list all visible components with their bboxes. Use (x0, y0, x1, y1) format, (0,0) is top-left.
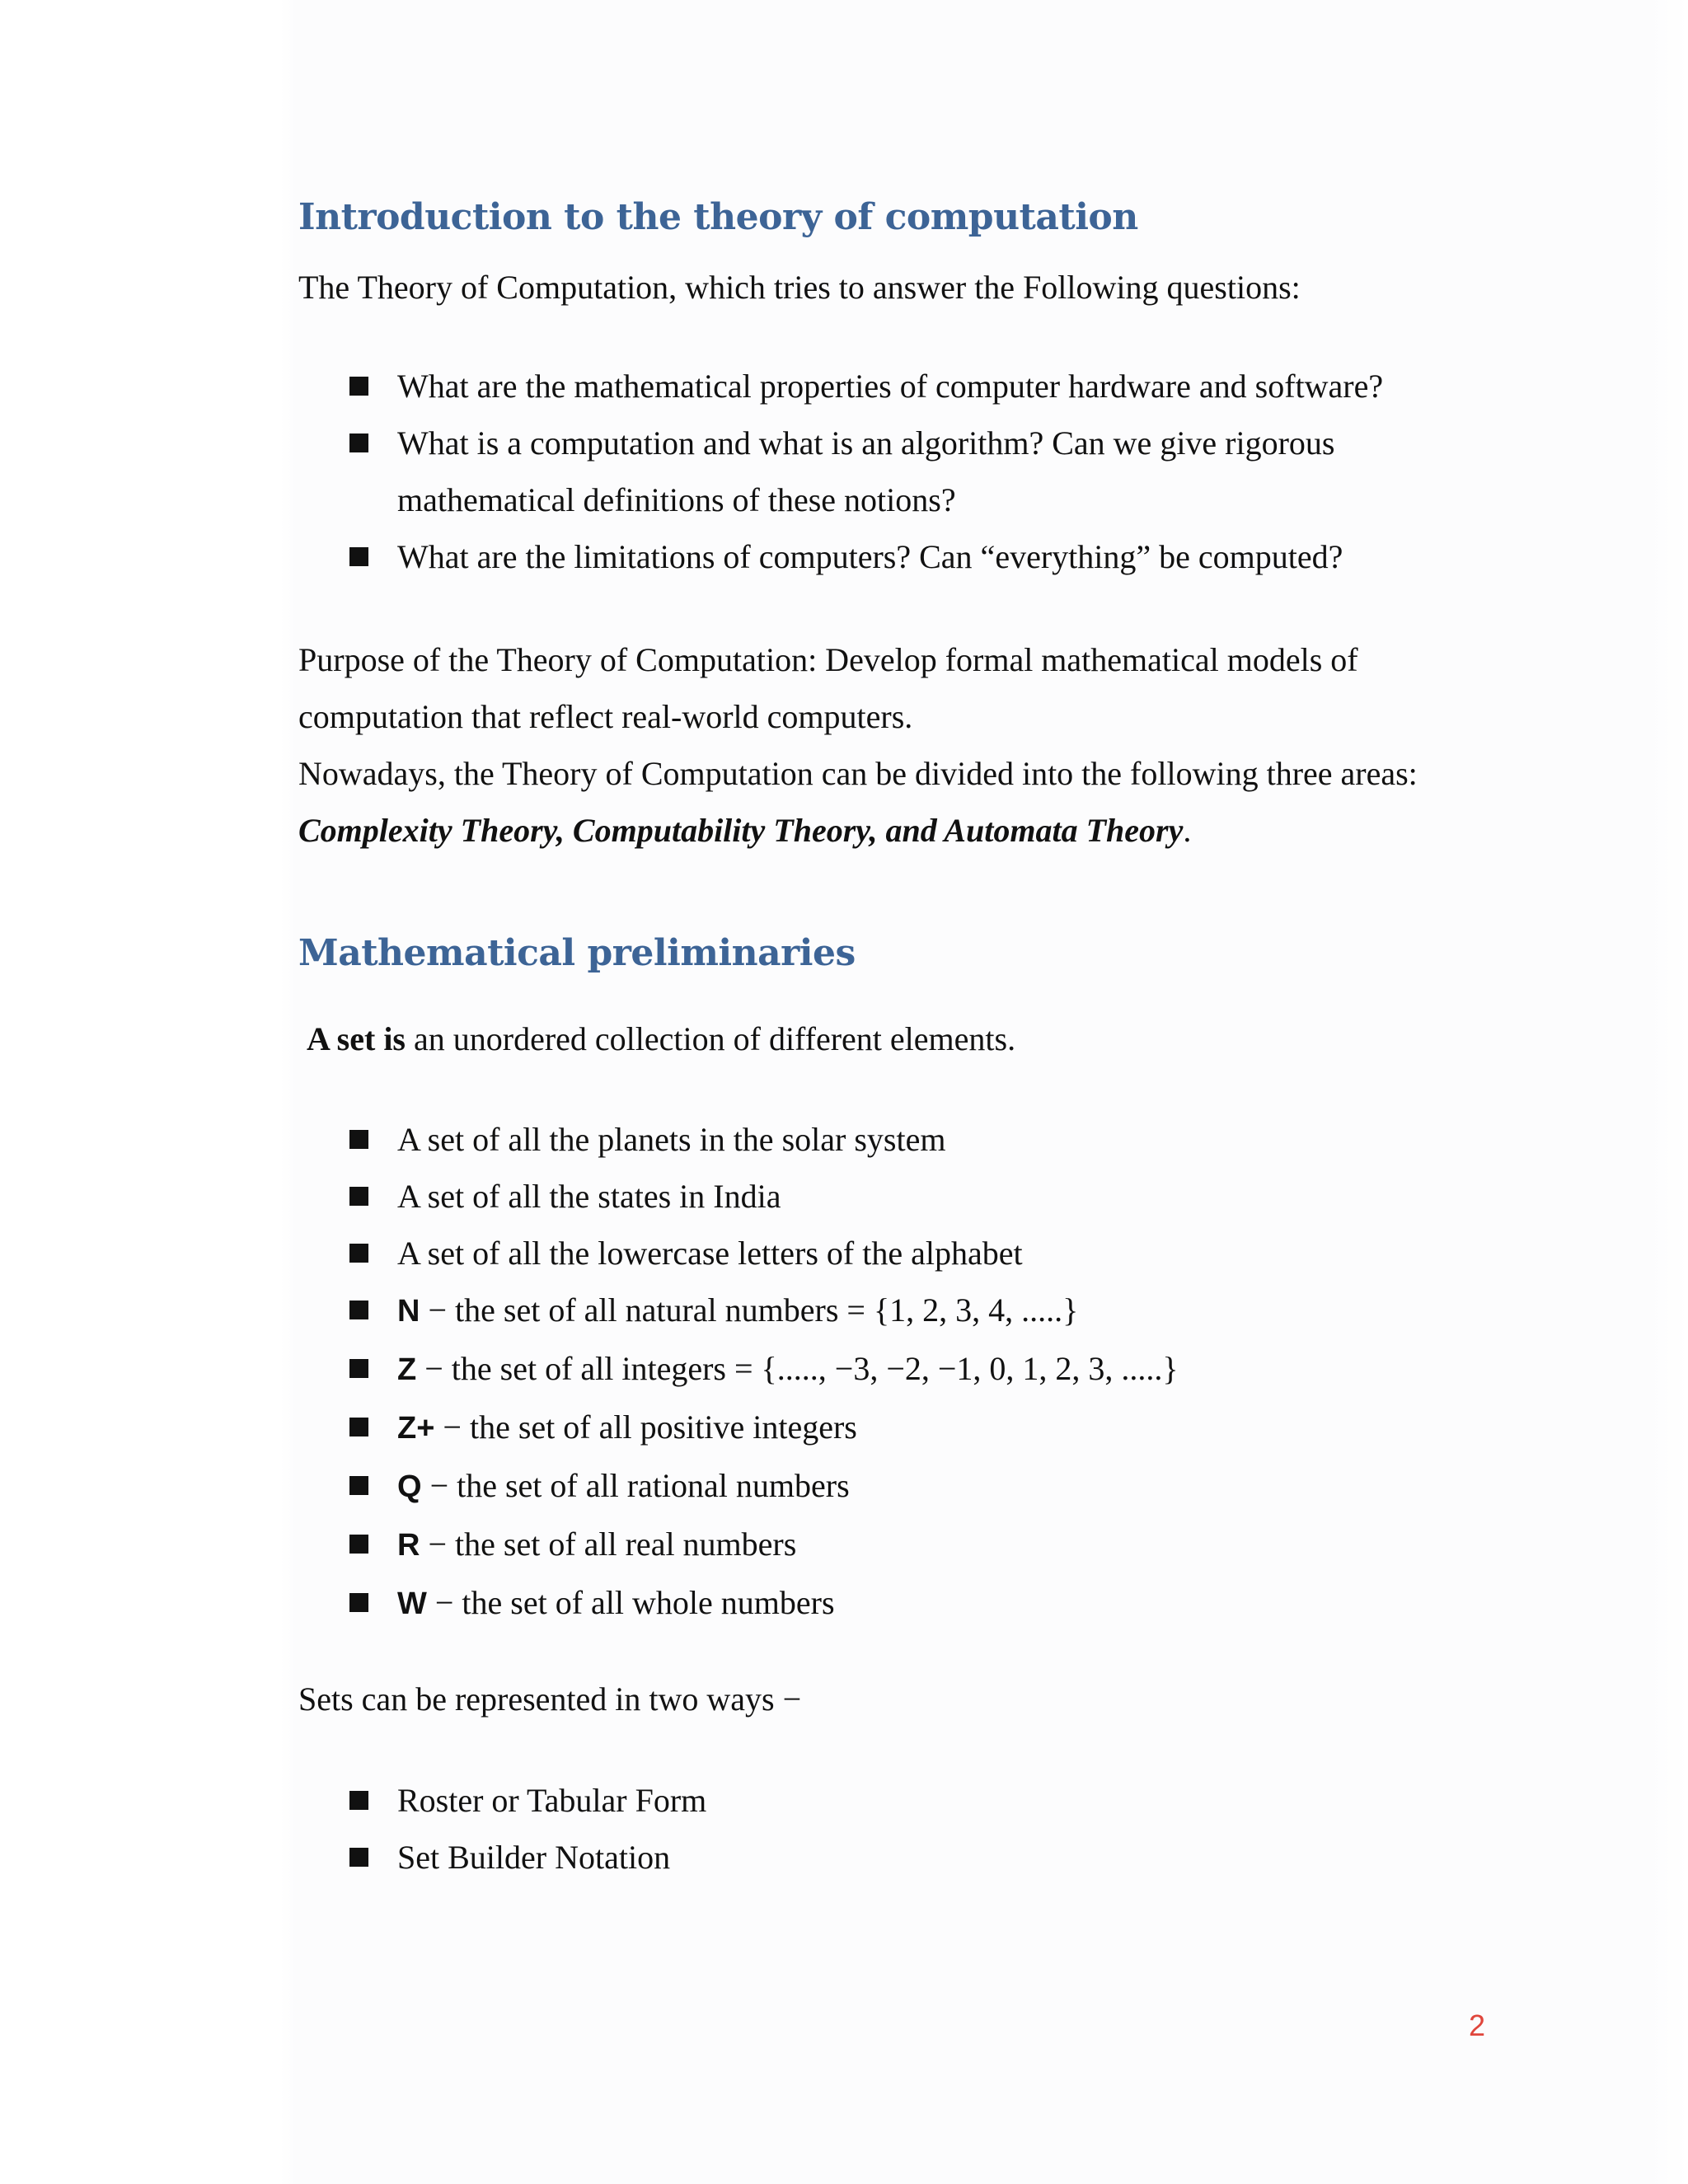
representations-list (0, 1772, 706, 1886)
square-bullet-icon (349, 547, 368, 566)
list-item (0, 415, 1383, 471)
areas-line: Nowadays, the Theory of Computation can be divided into the following three areas: (298, 755, 1418, 792)
areas-emphasis: Complexity Theory, Computability Theory, and Automata Theory (298, 812, 1184, 849)
set-symbol: R (397, 1528, 420, 1563)
set-symbol: W (397, 1586, 427, 1621)
set-definition (307, 1010, 1015, 1067)
square-bullet-icon (349, 1791, 368, 1810)
intro-paragraph: The Theory of Computation, which tries to answer the Following questions: (298, 269, 1301, 306)
list-item-text: − the set of all real numbers (420, 1526, 797, 1563)
square-bullet-icon (349, 1301, 368, 1319)
list-item (0, 1772, 706, 1829)
list-item (0, 1340, 1179, 1399)
list-item (0, 1457, 1179, 1516)
set-examples-list (0, 1111, 1179, 1633)
list-item-text: − the set of all integers = {....., −3, −2, −1, 0, 1, 2, 3, .....} (416, 1350, 1179, 1387)
list-item (0, 358, 1383, 415)
list-item (0, 1399, 1179, 1457)
square-bullet-icon (349, 377, 368, 396)
list-item (0, 1225, 1179, 1282)
list-item-text: A set of all the lowercase letters of the alphabet (397, 1235, 1023, 1272)
set-symbol: Z+ (397, 1411, 435, 1446)
list-item-text: A set of all the planets in the solar system (397, 1121, 946, 1158)
square-bullet-icon (349, 1244, 368, 1263)
questions-list (0, 358, 1383, 585)
list-item-text: What are the mathematical properties of computer hardware and software? (397, 368, 1384, 405)
square-bullet-icon (349, 1187, 368, 1206)
section-heading-preliminaries: Mathematical preliminaries (298, 932, 856, 974)
list-item (0, 1516, 1179, 1574)
list-item-text: What are the limitations of computers? Can “everything” be computed? (397, 538, 1343, 575)
square-bullet-icon (349, 1130, 368, 1149)
set-definition-term: A set is (307, 1020, 406, 1057)
section-heading-introduction: Introduction to the theory of computation (298, 196, 1138, 238)
list-item-text: − the set of all natural numbers = {1, 2, 3, 4, .....} (420, 1291, 1079, 1329)
list-item-text: − the set of all rational numbers (421, 1467, 850, 1504)
square-bullet-icon (349, 1418, 368, 1436)
list-item (0, 1574, 1179, 1633)
list-item (0, 1111, 1179, 1168)
list-item (0, 528, 1383, 585)
purpose-line-2: computation that reflect real-world computers. (298, 698, 913, 735)
purpose-paragraph (298, 631, 1418, 859)
list-item-text: A set of all the states in India (397, 1178, 781, 1215)
representation-intro: Sets can be represented in two ways − (298, 1680, 802, 1718)
purpose-line-1: Purpose of the Theory of Computation: Develop formal mathematical models of (298, 641, 1358, 678)
list-item-text: mathematical definitions of these notions? (397, 481, 956, 518)
square-bullet-icon (349, 1359, 368, 1378)
square-bullet-icon (349, 1593, 368, 1612)
square-bullet-icon (349, 434, 368, 452)
list-item (0, 1168, 1179, 1225)
square-bullet-icon (349, 1848, 368, 1867)
list-item-text: What is a computation and what is an algorithm? Can we give rigorous (397, 424, 1335, 462)
page-number: 2 (1469, 2008, 1486, 2042)
list-item-text: Set Builder Notation (397, 1839, 671, 1876)
set-symbol: N (397, 1294, 420, 1329)
list-item-text: Roster or Tabular Form (397, 1782, 707, 1819)
list-item-text: − the set of all whole numbers (426, 1584, 835, 1621)
areas-end: . (1183, 812, 1192, 849)
set-symbol: Z (397, 1352, 417, 1387)
list-item-text: − the set of all positive integers (434, 1408, 857, 1446)
list-item (0, 1829, 706, 1886)
set-definition-text: an unordered collection of different elements. (406, 1020, 1016, 1057)
list-item (0, 1282, 1179, 1340)
set-symbol: Q (397, 1469, 422, 1504)
square-bullet-icon (349, 1535, 368, 1554)
list-item-continuation (0, 471, 1383, 528)
square-bullet-icon (349, 1476, 368, 1495)
